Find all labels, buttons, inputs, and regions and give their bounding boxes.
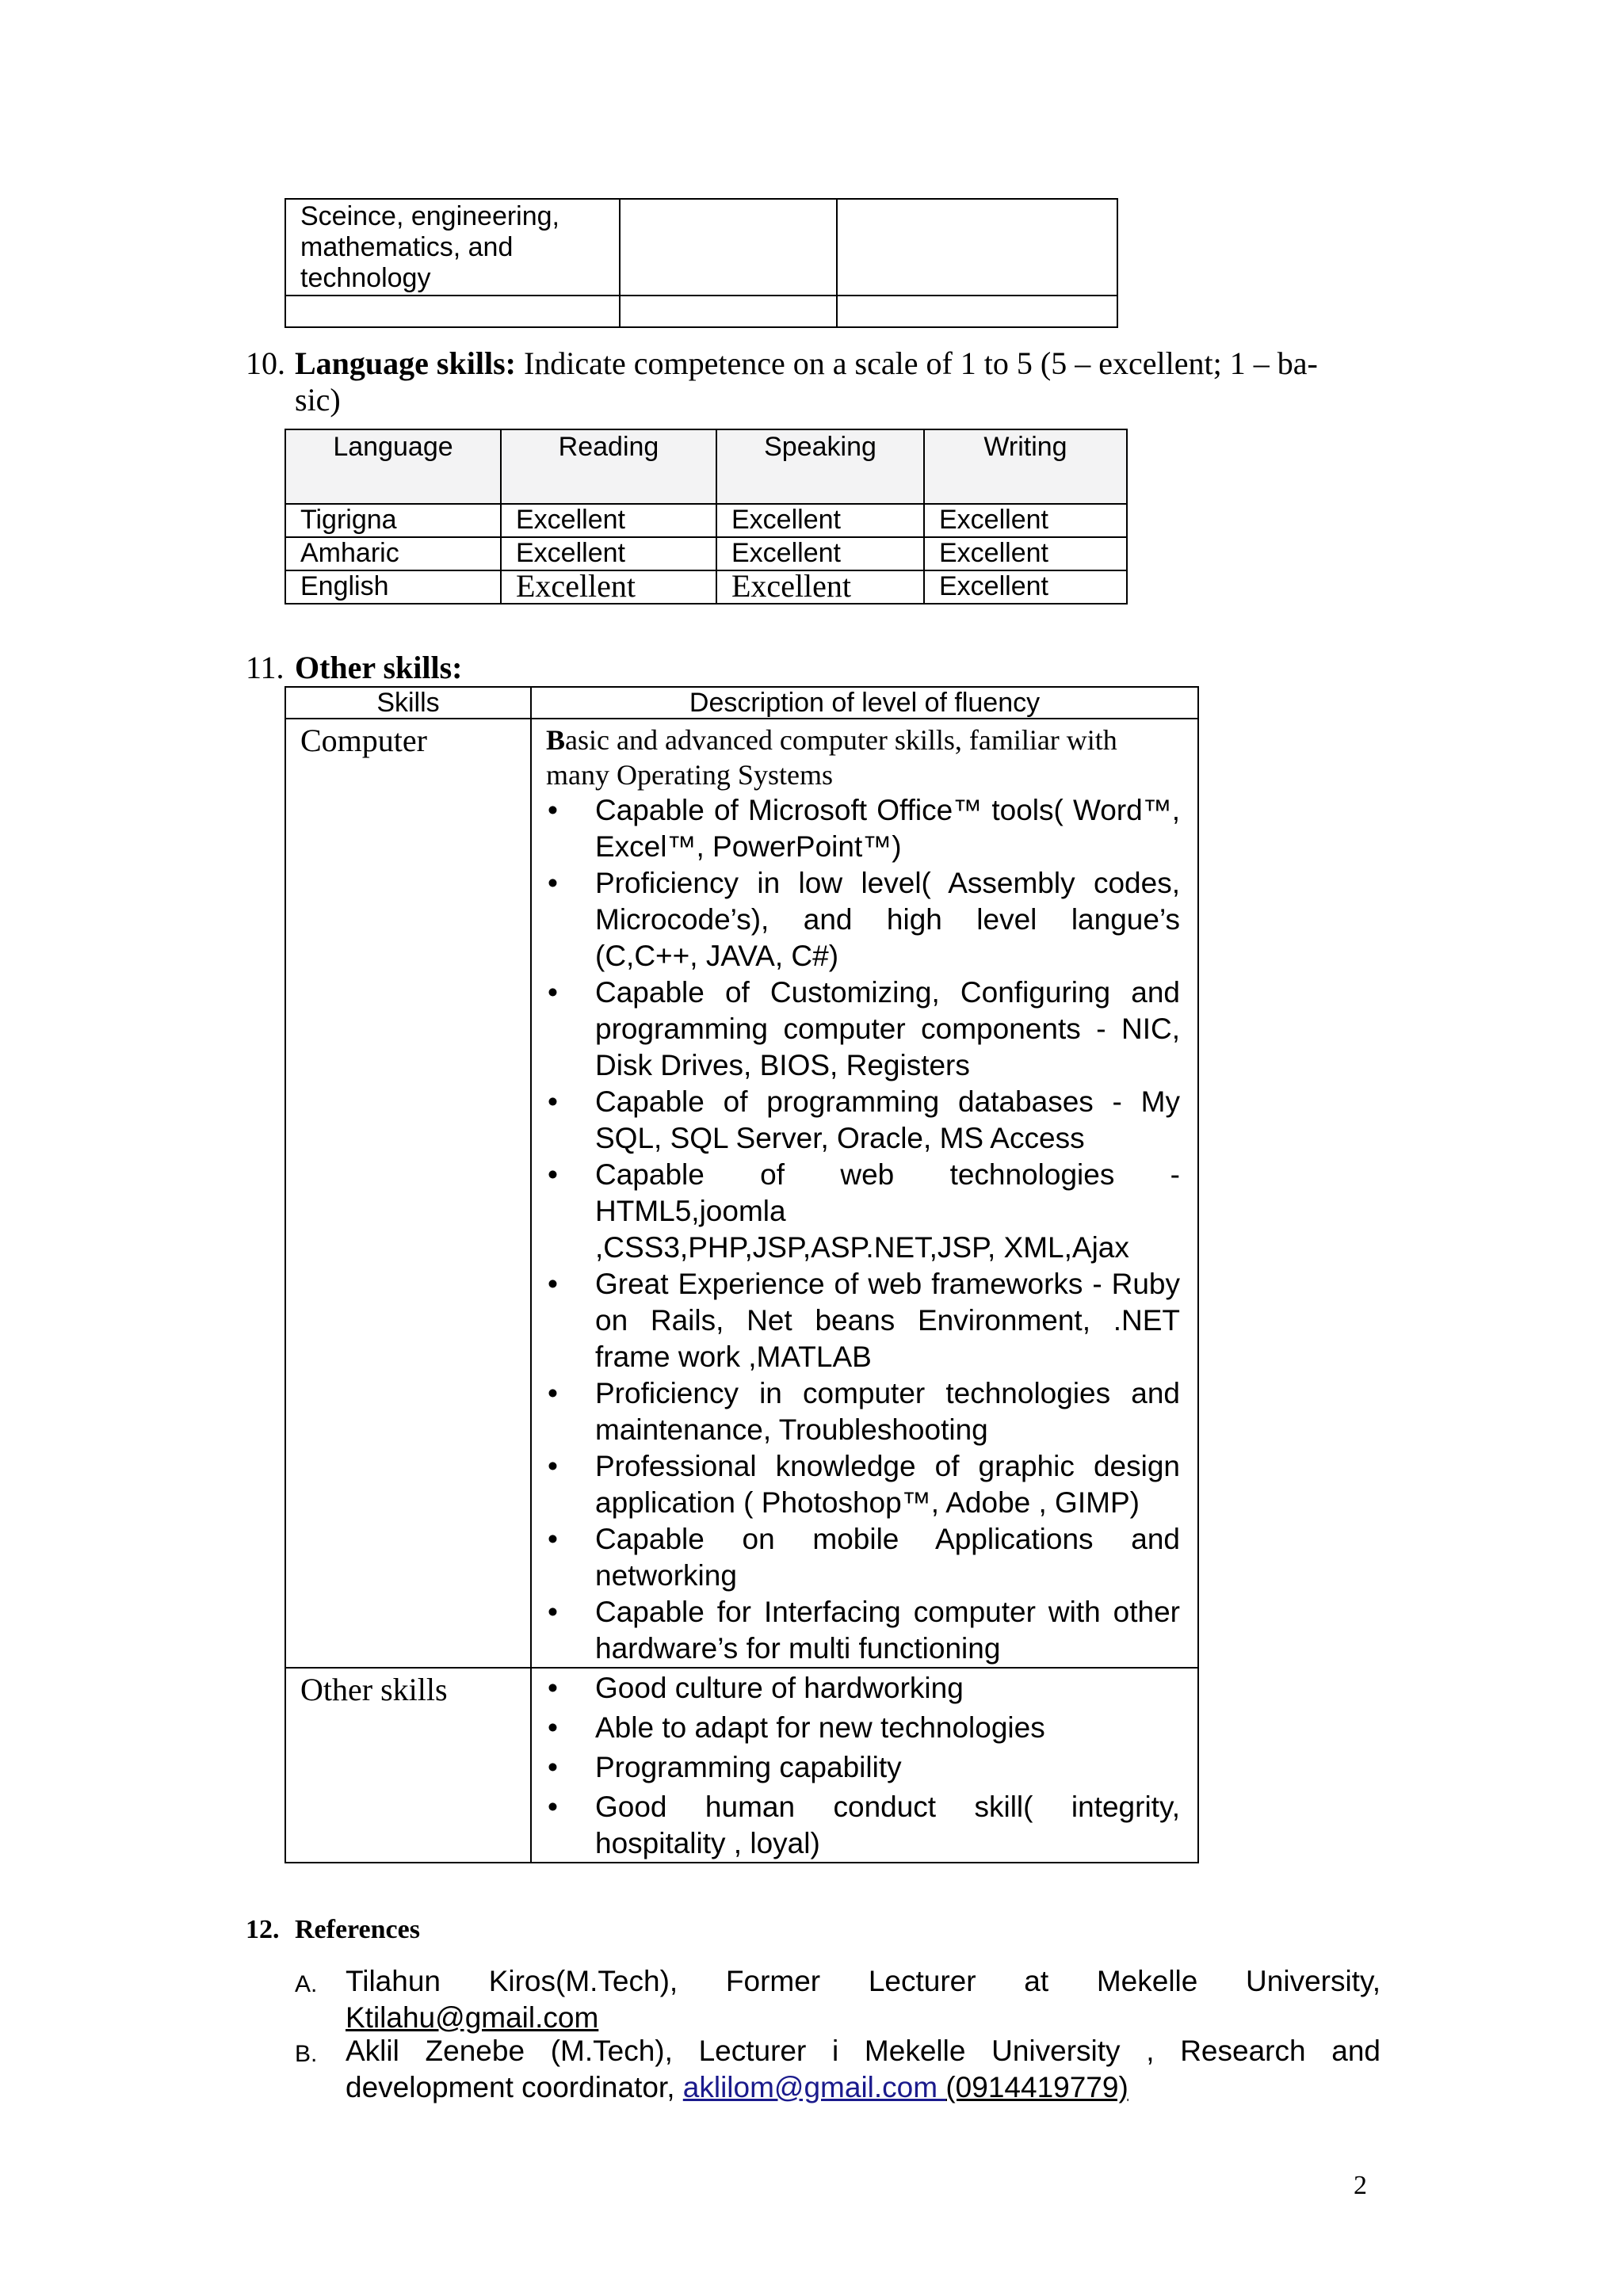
list-item xyxy=(532,865,1180,974)
list-item-text: Great Experience of web frameworks - Ruby on Rails, Net beans Environment, .NET frame work ,MATLAB xyxy=(595,1268,1180,1373)
list-item xyxy=(532,1670,1180,1707)
list-item xyxy=(532,1521,1180,1594)
computer-skills-list xyxy=(532,792,1197,1667)
skill-name: Other skills xyxy=(300,1672,448,1707)
table-cell xyxy=(531,719,1198,1668)
list-item xyxy=(532,1157,1180,1266)
list-item xyxy=(532,1448,1180,1521)
field-of-study: Sceince, engineering, mathematics, and technology xyxy=(300,201,560,293)
table-cell xyxy=(837,199,1117,296)
list-item xyxy=(532,1084,1180,1157)
bullet: • xyxy=(548,1711,558,1744)
section-number: 10. xyxy=(246,345,285,381)
reading-cell: Excellent xyxy=(501,504,716,537)
section-title: Other skills: xyxy=(295,650,463,685)
bullet: • xyxy=(548,794,558,826)
bullet: • xyxy=(548,1085,558,1118)
reference-phone: (0914419779) xyxy=(945,2071,1128,2103)
section-number: 12. xyxy=(246,1915,280,1944)
list-item xyxy=(532,1749,1180,1786)
section-title: References xyxy=(295,1915,420,1944)
speaking-cell: Excellent xyxy=(716,504,924,537)
table-row xyxy=(285,504,1127,537)
list-item-text: Capable of Customizing, Configuring and programming computer components - NIC, Disk Drives, BIOS, Registers xyxy=(595,976,1180,1081)
list-item-text: Programming capability xyxy=(595,1751,902,1783)
other-skills-list xyxy=(532,1669,1197,1862)
reference-item xyxy=(295,1963,1381,2036)
bullet: • xyxy=(548,976,558,1009)
intro-initial: B xyxy=(546,724,566,756)
list-item-text: Good culture of hardworking xyxy=(595,1672,964,1704)
reference-letter: B. xyxy=(295,2041,318,2067)
list-item-text: Able to adapt for new technologies xyxy=(595,1711,1045,1744)
bullet: • xyxy=(548,1523,558,1555)
table-row xyxy=(285,719,1198,1668)
section-description: Indicate competence on a scale of 1 to 5 (5 – excellent; 1 – ba- xyxy=(523,345,1318,381)
other-skills-heading xyxy=(246,650,800,686)
table-cell xyxy=(837,296,1117,327)
column-header: Skills xyxy=(285,687,531,719)
language-cell: Amharic xyxy=(285,537,501,570)
writing-cell: Excellent xyxy=(924,537,1127,570)
list-item xyxy=(532,792,1180,865)
bullet: • xyxy=(548,867,558,899)
table-cell xyxy=(531,1668,1198,1863)
table-cell xyxy=(620,296,837,327)
list-item-text: Proficiency in computer technologies and maintenance, Troubleshooting xyxy=(595,1377,1180,1446)
section-number: 11. xyxy=(246,650,285,685)
section-title: Language skills: xyxy=(295,345,516,381)
list-item xyxy=(532,974,1180,1084)
reference-email-link[interactable]: Ktilahu@gmail.com xyxy=(346,2001,599,2034)
bullet: • xyxy=(548,1450,558,1482)
bullet: • xyxy=(548,1158,558,1191)
writing-cell: Excellent xyxy=(924,504,1127,537)
table-row xyxy=(285,537,1127,570)
skill-intro xyxy=(532,719,1197,792)
list-item-text: Capable of programming databases - My SQL, SQL Server, Oracle, MS Access xyxy=(595,1085,1180,1154)
references-heading xyxy=(246,1914,420,1946)
table-header-row xyxy=(285,429,1127,504)
education-table xyxy=(285,198,1118,328)
speaking-cell: Excellent xyxy=(716,537,924,570)
list-item-text: Capable of Microsoft Office™ tools( Word™, Excel™, PowerPoint™) xyxy=(595,794,1180,863)
list-item-text: Capable for Interfacing computer with other hardware’s for multi functioning xyxy=(595,1596,1180,1665)
list-item xyxy=(532,1789,1180,1862)
list-item-text: Good human conduct skill( integrity, hospitality , loyal) xyxy=(595,1791,1180,1859)
column-header: Description of level of fluency xyxy=(531,687,1198,719)
column-header: Writing xyxy=(924,429,1127,504)
list-item-text: Capable on mobile Applications and networking xyxy=(595,1523,1180,1592)
table-cell xyxy=(285,296,620,327)
list-item-text: Professional knowledge of graphic design application ( Photoshop™, Adobe , GIMP) xyxy=(595,1450,1180,1519)
table-cell xyxy=(285,719,531,1668)
bullet: • xyxy=(548,1751,558,1783)
reference-item xyxy=(295,2033,1381,2106)
list-item-text: Capable of web technologies - HTML5,joomla ,CSS3,PHP,JSP,ASP.NET,JSP, XML,Ajax xyxy=(595,1158,1180,1264)
intro-text: asic and advanced computer skills, familiar with many Operating Systems xyxy=(546,724,1117,791)
list-item xyxy=(532,1710,1180,1746)
table-row xyxy=(285,199,1117,296)
language-skills-table xyxy=(285,429,1128,605)
writing-cell: Excellent xyxy=(924,570,1127,604)
bullet: • xyxy=(548,1596,558,1628)
skill-name: Computer xyxy=(300,723,427,758)
table-cell xyxy=(620,199,837,296)
bullet: • xyxy=(548,1377,558,1409)
table-row xyxy=(285,1668,1198,1863)
table-row xyxy=(285,570,1127,604)
speaking-cell: Excellent xyxy=(716,570,924,604)
reference-email-link[interactable]: aklilom@gmail.com xyxy=(682,2071,946,2103)
column-header: Language xyxy=(285,429,501,504)
list-item xyxy=(532,1594,1180,1667)
reading-cell: Excellent xyxy=(501,570,716,604)
column-header: Speaking xyxy=(716,429,924,504)
bullet: • xyxy=(548,1672,558,1704)
bullet: • xyxy=(548,1268,558,1300)
other-skills-table xyxy=(285,686,1199,1863)
table-cell xyxy=(285,1668,531,1863)
language-cell: Tigrigna xyxy=(285,504,501,537)
reference-text: Aklil Zenebe (M.Tech), Lecturer i Mekelle University , Research and development coordinator, xyxy=(346,2035,1381,2103)
bullet: • xyxy=(548,1791,558,1823)
column-header: Reading xyxy=(501,429,716,504)
table-header-row xyxy=(285,687,1198,719)
list-item-text: Proficiency in low level( Assembly codes, Microcode’s), and high level langue’s (C,C++, JAVA, C#) xyxy=(595,867,1180,972)
language-skills-heading xyxy=(246,345,1371,418)
page-number: 2 xyxy=(1354,2171,1367,2200)
list-item xyxy=(532,1266,1180,1375)
section-description-cont: sic) xyxy=(295,382,341,418)
language-cell: English xyxy=(285,570,501,604)
table-row xyxy=(285,296,1117,327)
reading-cell: Excellent xyxy=(501,537,716,570)
reference-letter: A. xyxy=(295,1971,318,1997)
reference-text: Tilahun Kiros(M.Tech), Former Lecturer at Mekelle University, xyxy=(346,1965,1381,1997)
list-item xyxy=(532,1375,1180,1448)
table-cell xyxy=(285,199,620,296)
